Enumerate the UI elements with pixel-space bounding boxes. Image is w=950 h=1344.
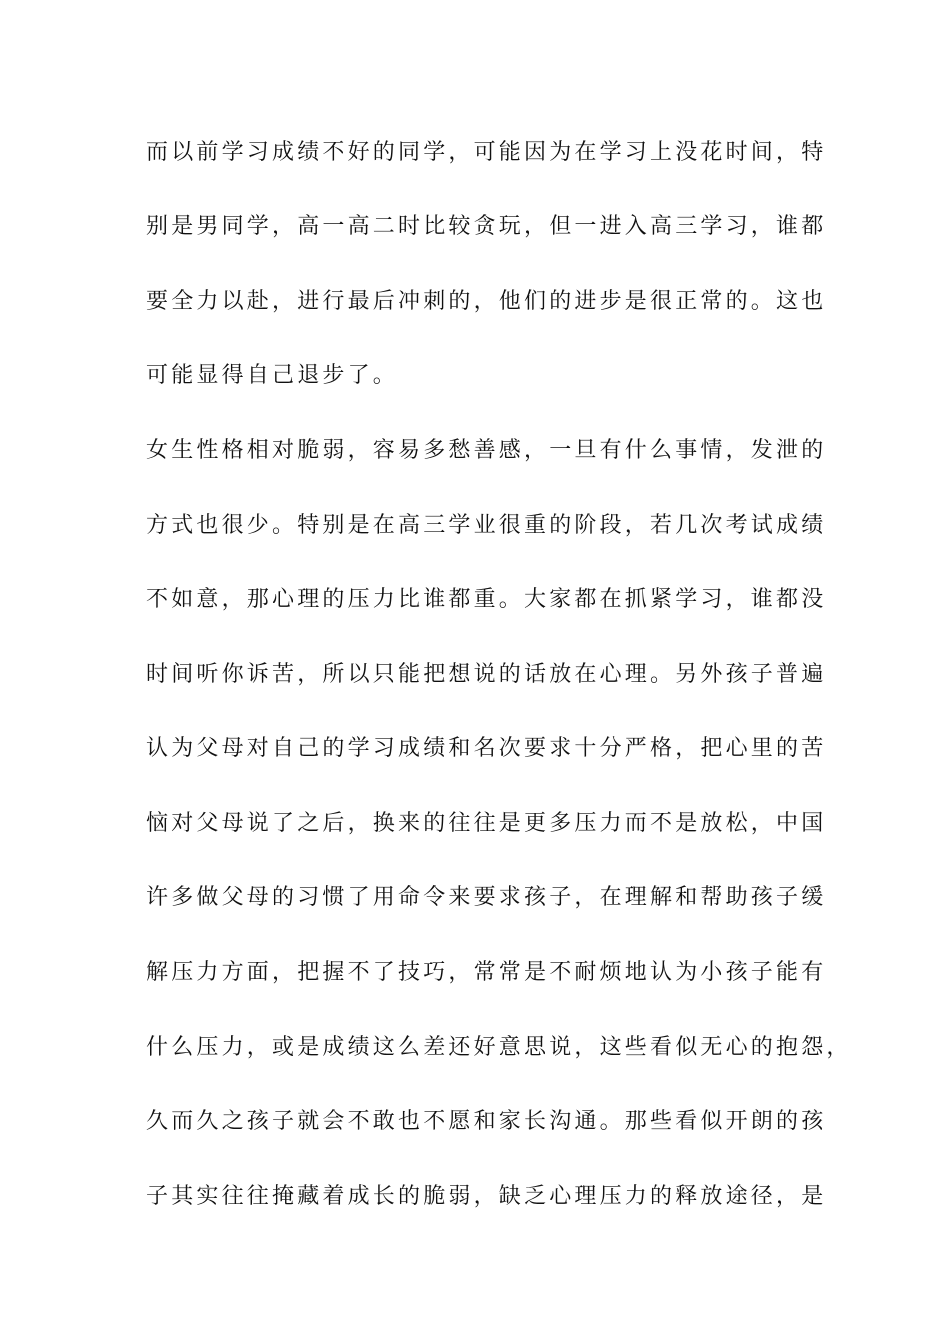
text-line: 要全力以赴，进行最后冲刺的，他们的进步是很正常的。这也	[146, 289, 827, 314]
text-line: 时间听你诉苦，所以只能把想说的话放在心理。另外孩子普遍	[146, 662, 827, 687]
text-line: 可能显得自己退步了。	[146, 363, 399, 388]
text-line: 而以前学习成绩不好的同学，可能因为在学习上没花时间，特	[146, 140, 827, 165]
text-line: 子其实往往掩藏着成长的脆弱，缺乏心理压力的释放途径，是	[146, 1184, 827, 1209]
text-line: 恼对父母说了之后，换来的往往是更多压力而不是放松，中国	[146, 811, 827, 836]
text-line: 解压力方面，把握不了技巧，常常是不耐烦地认为小孩子能有	[146, 960, 827, 985]
text-line: 什么压力，或是成绩这么差还好意思说，这些看似无心的抱怨，	[146, 1035, 852, 1060]
text-line: 久而久之孩子就会不敢也不愿和家长沟通。那些看似开朗的孩	[146, 1109, 827, 1134]
text-line: 认为父母对自己的学习成绩和名次要求十分严格，把心里的苦	[146, 736, 827, 761]
text-line: 女生性格相对脆弱，容易多愁善感，一旦有什么事情，发泄的	[146, 438, 827, 463]
text-line: 不如意，那心理的压力比谁都重。大家都在抓紧学习，谁都没	[146, 587, 827, 612]
text-line: 方式也很少。特别是在高三学业很重的阶段，若几次考试成绩	[146, 513, 827, 538]
text-line: 许多做父母的习惯了用命令来要求孩子，在理解和帮助孩子缓	[146, 885, 827, 910]
text-line: 别是男同学，高一高二时比较贪玩，但一进入高三学习，谁都	[146, 214, 827, 239]
